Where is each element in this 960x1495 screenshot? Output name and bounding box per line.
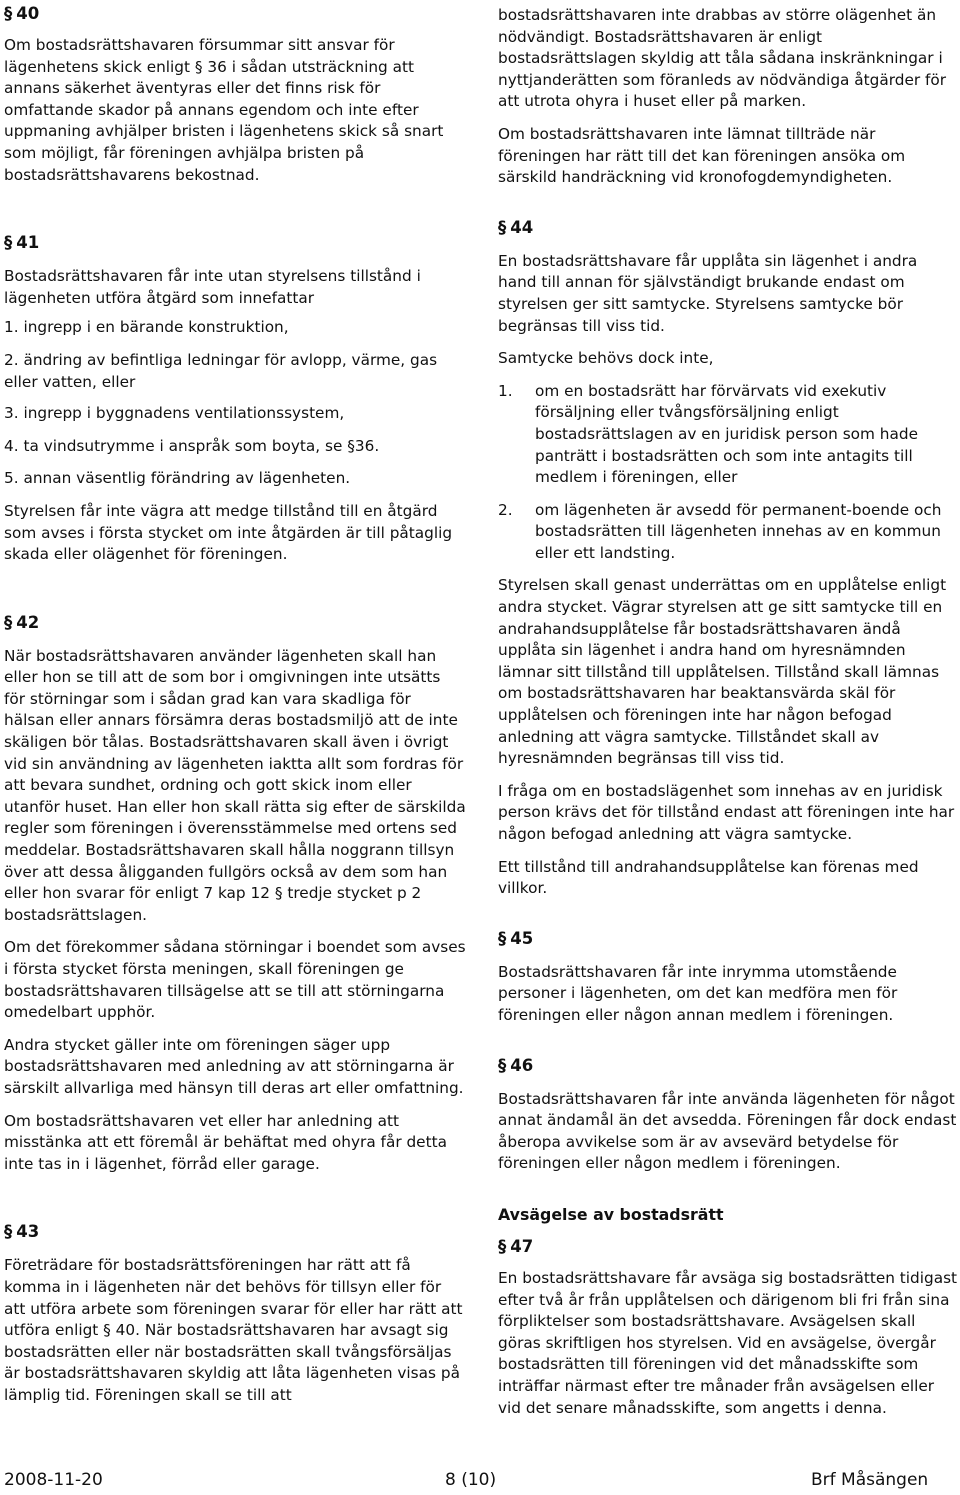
section-43-heading: § 43: [4, 1222, 40, 1242]
section-symbol: §: [4, 4, 13, 23]
section-41-item: 5. annan väsentlig förändring av lägenheten.: [4, 469, 351, 488]
section-42-paragraph: Om bostadsrättshavaren vet eller har anledning att misstänka att ett föremål är behäftat med ohyra får detta inte tas in i lägenhet, förråd eller garage.: [4, 1111, 447, 1173]
section-41-item: 3. ingrepp i byggnadens ventilationssystem,: [4, 404, 345, 423]
right-column: [498, 0, 958, 1419]
section-42-paragraph: Andra stycket gäller inte om föreningen säger upp bostadsrättshavaren med anledning av att störningarna är särskilt allvarliga med hänsyn till deras art eller omfattning.: [4, 1035, 464, 1097]
footer-page-number: 8 (10): [445, 1470, 497, 1490]
section-41-item: 4. ta vindsutrymme i anspråk som boyta, se §36.: [4, 436, 380, 455]
section-47-paragraph: En bostadsrättshavare får avsäga sig bostadsrätten tidigast efter två år från upplåtelsen och därigenom bli fri från sina förpliktelser som bostadsrättshavare. Avsägelsen skall göras skriftligen hos styrelsen. Vid en avsägelse, övergår bostadsrätten till föreningen vid det månadsskifte som inträffar närmast efter tre månader från avsägelsen eller vid det senare månadsskifte, som angetts i denna.: [498, 1268, 958, 1417]
section-46-heading: § 46: [498, 1055, 534, 1075]
section-45-heading: § 45: [498, 928, 534, 948]
section-42-paragraph: Om det förekommer sådana störningar i boendet som avses i första stycket första meningen, skall föreningen ge bostadsrättshavaren tillsägelse att se till att störningarna omedelbart upphör.: [4, 938, 466, 1022]
continuation-paragraph: bostadsrättshavaren inte drabbas av större olägenhet än nödvändigt. Bostadsrättshavaren är enligt bostadsrättslagen skyldig att tåla sådana inskränkningar i nyttjanderätten som föranleds av nödvändiga åtgärder för att utrota ohyra i huset eller på marken.: [498, 6, 947, 111]
section-41-outro: Styrelsen får inte vägra att medge tillstånd till en åtgärd som avses i första stycket om inte åtgärden är till påtaglig skada eller olägenhet för föreningen.: [4, 501, 453, 564]
left-column: [4, 0, 466, 1407]
footer-date: 2008-11-20: [4, 1470, 103, 1490]
section-44-paragraph: En bostadsrättshavare får upplåta sin lägenhet i andra hand till annan för självständigt brukande endast om styrelsen ger sitt samtycke. Styrelsens samtycke bör begränsas till viss tid.: [498, 251, 918, 335]
section-44-paragraph: Styrelsen skall genast underrättas om en upplåtelse enligt andra stycket. Vägrar styrelsen att ge sitt samtycke till en andrahandsupplåtelse får bostadsrättshavaren ändå upplåta sin lägenhet i andra hand om hyresnämnden lämnar sitt tillstånd till upplåtelsen. Tillstånd skall lämnas om bostadsrättshavaren har beaktansvärda skäl för upplåtelsen och föreningen inte har någon befogad anledning att vägra samtycke. Tillståndet skall av hyresnämnden begränsas till viss tid.: [498, 576, 947, 768]
section-41-item: 2. ändring av befintliga ledningar för avlopp, värme, gas eller vatten, eller: [4, 350, 438, 391]
section-40-paragraph: Om bostadsrättshavaren försummar sitt ansvar för lägenhetens skick enligt § 36 i sådan utsträckning att annans säkerhet äventyras eller det finns risk för omfattande skador på annans egendom och inte efter uppmaning avhjälper bristen i lägenhetens skick så snart som möjligt, får föreningen avhjälpa bristen på bostadsrättshavarens bekostnad.: [4, 36, 444, 184]
section-41-item: 1. ingrepp i en bärande konstruktion,: [4, 318, 289, 337]
section-45-paragraph: Bostadsrättshavaren får inte inrymma utomstående personer i lägenheten, om det kan medföra men för föreningen eller någon annan medlem i föreningen.: [498, 962, 898, 1024]
section-44-list-item: 2. om lägenheten är avsedd för permanent-boende och bostadsrätten till lägenheten innehas av en kommun eller ett landsting.: [498, 500, 942, 562]
footer-organization: Brf Måsängen: [811, 1470, 929, 1490]
section-41-heading: § 41: [4, 233, 40, 253]
section-44-paragraph: Samtycke behövs dock inte,: [498, 349, 714, 368]
section-47-heading: § 47: [498, 1236, 534, 1256]
section-44-paragraph: Ett tillstånd till andrahandsupplåtelse kan förenas med villkor.: [498, 857, 919, 898]
section-42-paragraph: När bostadsrättshavaren använder lägenheten skall han eller hon se till att de som bor i omgivningen inte utsätts för störningar som i sådan grad kan vara skadliga för hälsan eller annars försämra deras bostadsmiljö att de inte skäligen bör tålas. Bostadsrättshavaren skall även i övrigt vid sin användning av lägenheten iaktta allt som fordras för att bevara sundhet, ordning och gott skick inom eller utanför huset. Han eller hon skall rätta sig efter de särskilda regler som föreningen i överensstämmelse med ortens sed meddelar. Bostadsrättshavaren skall hålla noggrann tillsyn över att dessa åligganden fullgörs också av dem som han eller hon svarar för enligt 7 kap 12 § tredje stycket p 2 bostadsrättslagen.: [4, 646, 466, 924]
section-44-list-item: 1. om en bostadsrätt har förvärvats vid exekutiv försäljning eller tvångsförsäljning enligt bostadsrättslagen av en juridisk person som hade panträtt i bostadsrätten och som inte antagits till medlem i föreningen, eller: [498, 381, 918, 487]
section-41-intro: Bostadsrättshavaren får inte utan styrelsens tillstånd i lägenheten utföra åtgärd som innefattar: [4, 267, 421, 307]
section-42-heading: § 42: [4, 612, 40, 632]
section-40-heading: § 40: [4, 4, 40, 23]
chapter-heading: Avsägelse av bostadsrätt: [498, 1204, 724, 1224]
continuation-paragraph: Om bostadsrättshavaren inte lämnat tillträde när föreningen har rätt till det kan föreningen ansöka om särskild handräckning vid kronofogdemyndigheten.: [498, 124, 906, 187]
section-44-paragraph: I fråga om en bostadslägenhet som innehas av en juridisk person krävs det för tillstånd endast att föreningen inte har någon befogad anledning att vägra samtycke.: [498, 781, 955, 843]
section-44-heading: § 44: [498, 217, 534, 237]
section-46-paragraph: Bostadsrättshavaren får inte använda lägenheten för något annat ändamål än det avsedda. Föreningen får dock endast åberopa avvikelse som är av avsevärd betydelse för föreningen eller någon medlem i föreningen.: [498, 1089, 957, 1173]
section-43-paragraph: Företrädare för bostadsrättsföreningen har rätt att få komma in i lägenheten när det behövs för tillsyn eller för att utföra arbete som föreningen svarar för eller har rätt att utföra enligt § 40. När bostadsrättshavaren har avsagt sig bostadsrätten eller när bostadsrätten skall tvångsförsäljas är bostadsrättshavaren skyldig att låta lägenheten visas på lämplig tid. Föreningen skall se till att: [4, 1256, 463, 1404]
